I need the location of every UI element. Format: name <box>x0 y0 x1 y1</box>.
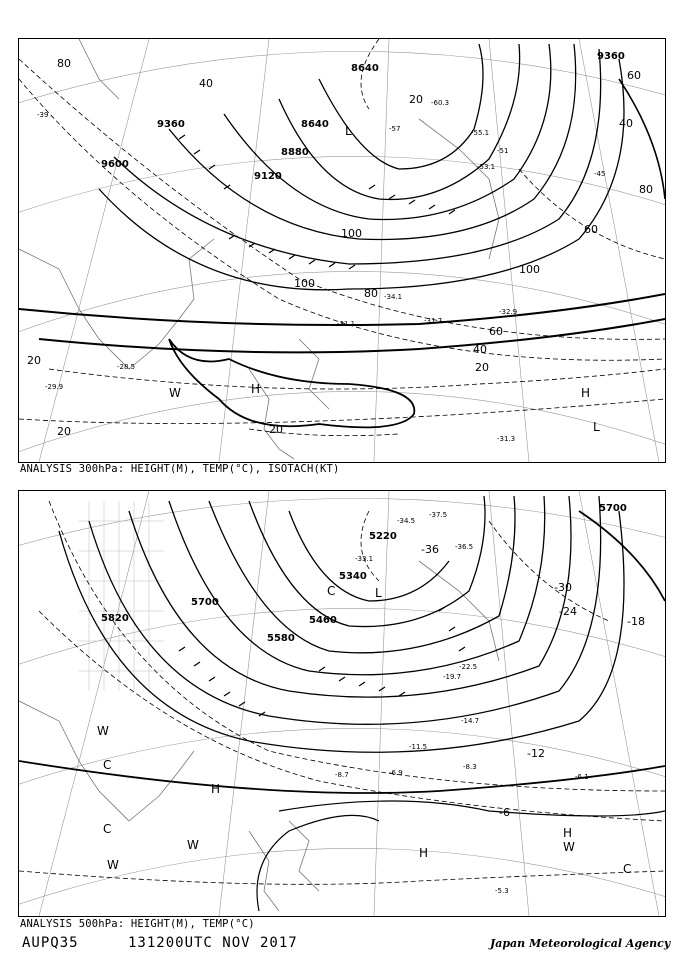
height-label: 8640 <box>301 119 329 130</box>
isotach-label: 60 <box>627 69 641 82</box>
isotach-label: 20 <box>269 423 283 436</box>
isotherm-label: -36 <box>421 543 439 556</box>
isotach-label: 80 <box>57 57 71 70</box>
temp-label: -34.5 <box>397 517 416 525</box>
height-label: 9120 <box>254 171 282 182</box>
low-center: L <box>345 124 352 138</box>
temperature-labels <box>335 511 589 895</box>
isotach-label: 20 <box>57 425 71 438</box>
agency-name: Japan Meteorological Agency <box>490 937 671 950</box>
temp-label: -8.7 <box>335 771 349 779</box>
high-center: H <box>211 782 221 796</box>
chart-datetime: 131200UTC NOV 2017 <box>128 935 298 951</box>
temp-label: -5.3 <box>495 887 509 895</box>
height-labels <box>101 51 625 182</box>
temp-label: -31.3 <box>497 435 516 443</box>
height-label: 5460 <box>309 615 337 626</box>
temp-label: -29.9 <box>45 383 64 391</box>
isotach-label: 80 <box>639 183 653 196</box>
warm-center: W <box>187 838 199 852</box>
height-label: 5340 <box>339 571 367 582</box>
height-label: 9600 <box>101 159 129 170</box>
temp-label: -51 <box>497 147 509 155</box>
high-center: H <box>581 386 591 400</box>
height-label: 9360 <box>597 51 625 62</box>
isotherm-label: -6 <box>499 806 510 819</box>
high-center: H <box>563 826 573 840</box>
map-300hpa <box>18 38 666 463</box>
warm-center: W <box>107 858 119 872</box>
isotach-label: 40 <box>473 343 487 356</box>
isotach-label: 100 <box>341 227 362 240</box>
height-label: 5580 <box>267 633 295 644</box>
cold-center: C <box>623 862 632 876</box>
temp-label: -28.5 <box>117 363 136 371</box>
height-label: 8640 <box>351 63 379 74</box>
temp-label: -36.5 <box>455 543 474 551</box>
top-chart-caption: ANALYSIS 300hPa: HEIGHT(M), TEMP(°C), ISOTACH(KT) <box>20 463 340 475</box>
temp-label: -31.1 <box>337 320 356 328</box>
bottom-chart-caption: ANALYSIS 500hPa: HEIGHT(M), TEMP(°C) <box>20 918 255 930</box>
height-label: 9360 <box>157 119 185 130</box>
map-500hpa <box>18 490 666 917</box>
temp-label: -60.3 <box>431 99 450 107</box>
temp-label: -19.7 <box>443 673 462 681</box>
warm-center: W <box>97 724 109 738</box>
isotach-label: 40 <box>199 77 213 90</box>
cold-center: C <box>103 758 112 772</box>
map-300hpa-canvas <box>19 39 665 462</box>
cold-center: C <box>103 822 112 836</box>
temp-label: -55.1 <box>471 129 490 137</box>
isotach-label: 100 <box>519 263 540 276</box>
isotherm-label: -12 <box>527 747 545 760</box>
high-center: H <box>419 846 429 860</box>
high-center: H <box>251 382 261 396</box>
low-center: L <box>375 586 382 600</box>
temp-label: -11.5 <box>409 743 428 751</box>
isotach-label: 20 <box>475 361 489 374</box>
temp-label: -57 <box>389 125 401 133</box>
temp-label: -32.9 <box>499 308 518 316</box>
isotherm-label: -30 <box>554 581 572 594</box>
graticule <box>19 39 665 462</box>
map-500hpa-canvas <box>19 491 665 916</box>
temp-label: -39 <box>37 111 49 119</box>
chart-code: AUPQ35 <box>22 935 79 951</box>
warm-center: W <box>169 386 181 400</box>
isotach-label: 20 <box>27 354 41 367</box>
temp-label: -22.5 <box>459 663 478 671</box>
warm-center: W <box>563 840 575 854</box>
temp-label: -34.1 <box>384 293 403 301</box>
isotach-label: 40 <box>619 117 633 130</box>
isotach-label: 60 <box>489 325 503 338</box>
height-label: 5700 <box>191 597 219 608</box>
height-label: 5700 <box>599 503 627 514</box>
temp-label: -14.7 <box>461 717 480 725</box>
temp-label: -45 <box>594 170 606 178</box>
height-labels <box>101 503 627 644</box>
height-label: 5820 <box>101 613 129 624</box>
isotach-label: 80 <box>364 287 378 300</box>
isotach-label: 20 <box>409 93 423 106</box>
cold-center: C <box>327 584 336 598</box>
low-center: L <box>593 420 600 434</box>
height-label: 8880 <box>281 147 309 158</box>
temp-label: -31.7 <box>424 317 443 325</box>
temp-label: -8.3 <box>463 763 477 771</box>
isotherm-label: -18 <box>627 615 645 628</box>
isotherm-labels <box>421 543 645 819</box>
temp-label: -53.1 <box>477 163 496 171</box>
temp-label: -6.9 <box>389 769 403 777</box>
height-label: 5220 <box>369 531 397 542</box>
isotherm-label: -24 <box>559 605 577 618</box>
isotach-label: 100 <box>294 277 315 290</box>
temp-label: -6.1 <box>575 773 589 781</box>
isotach-label: 60 <box>584 223 598 236</box>
temp-label: -37.5 <box>429 511 448 519</box>
isotach-labels <box>27 57 653 438</box>
temp-label: -33.1 <box>355 555 374 563</box>
